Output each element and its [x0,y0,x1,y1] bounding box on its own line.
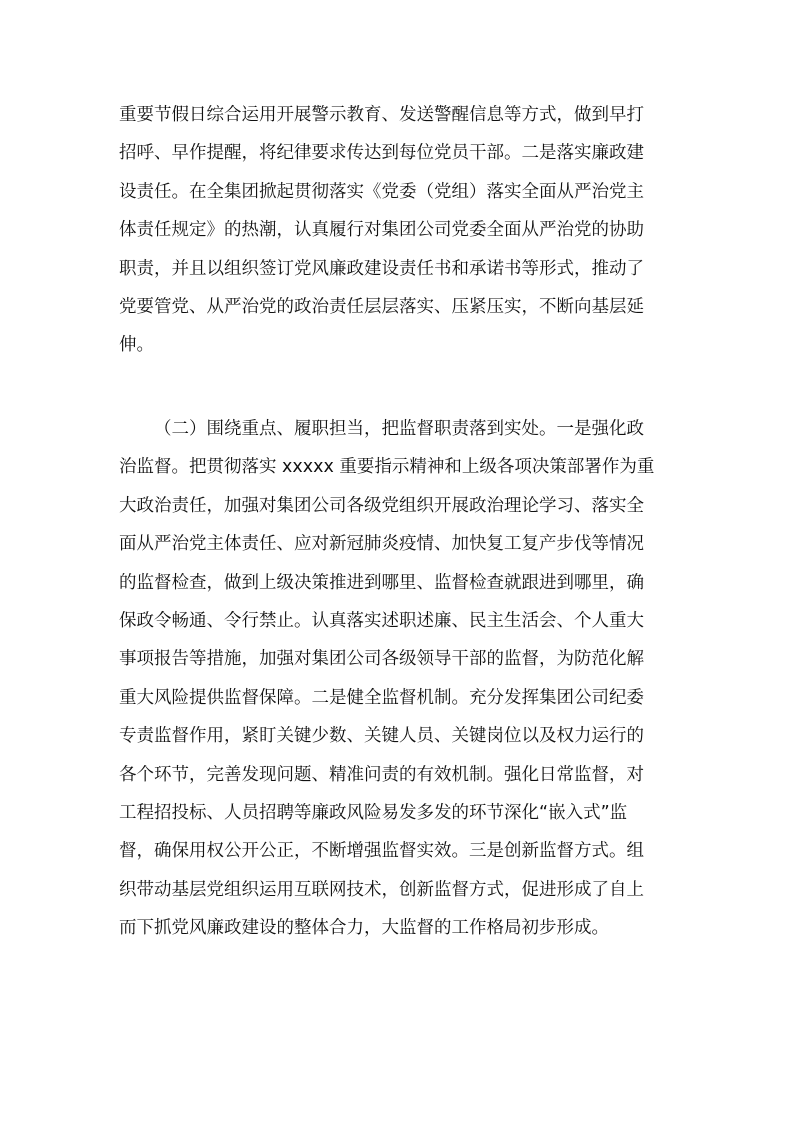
text-line: 保政令畅通、令行禁止。认真落实述职述廉、民主生活会、个人重大 [119,611,644,632]
text-line: 重大风险提供监督保障。二是健全监督机制。充分发挥集团公司纪委 [119,687,644,708]
text-line: 伸。 [119,335,154,356]
text-line: 工程招投标、人员招聘等廉政风险易发多发的环节深化“嵌入式”监 [119,803,628,824]
text-line: 党要管党、从严治党的政治责任层层落实、压紧压实，不断向基层延 [119,297,644,318]
text-line: 而下抓党风廉政建设的整体合力，大监督的工作格局初步形成。 [119,918,609,939]
text-line: 设责任。在全集团掀起贯彻落实《党委（党组）落实全面从严治党主 [119,181,644,202]
text-line: 治监督。把贯彻落实 xxxxx 重要指示精神和上级各项决策部署作为重 [119,457,655,478]
text-line: 织带动基层党组织运用互联网技术，创新监督方式，促进形成了自上 [119,879,644,900]
paragraph-1 [119,96,675,365]
text-line: （二）围绕重点、履职担当，把监督职责落到实处。一是强化政 [154,419,644,439]
text-line: 专责监督作用，紧盯关键少数、关键人员、关键岗位以及权力运行的 [119,726,644,747]
text-line: 招呼、早作提醒，将纪律要求传达到每位党员干部。二是落实廉政建 [119,143,644,164]
text-line: 督，确保用权公开公正，不断增强监督实效。三是创新监督方式。组 [119,841,644,862]
text-line: 职责，并且以组织签订党风廉政建设责任书和承诺书等形式，推动了 [119,258,644,279]
text-line: 的监督检查，做到上级决策推进到哪里、监督检查就跟进到哪里，确 [119,572,644,593]
paragraph-2 [119,410,675,948]
text-line: 各个环节，完善发现问题、精准问责的有效机制。强化日常监督，对 [119,764,644,785]
text-line: 事项报告等措施，加强对集团公司各级领导干部的监督，为防范化解 [119,649,644,670]
text-line: 重要节假日综合运用开展警示教育、发送警醒信息等方式，做到早打 [119,105,644,125]
text-line: 面从严治党主体责任、应对新冠肺炎疫情、加快复工复产步伐等情况 [119,534,644,555]
text-line: 体责任规定》的热潮，认真履行对集团公司党委全面从严治党的协助 [119,220,644,241]
text-line: 大政治责任，加强对集团公司各级党组织开展政治理论学习、落实全 [119,495,644,516]
